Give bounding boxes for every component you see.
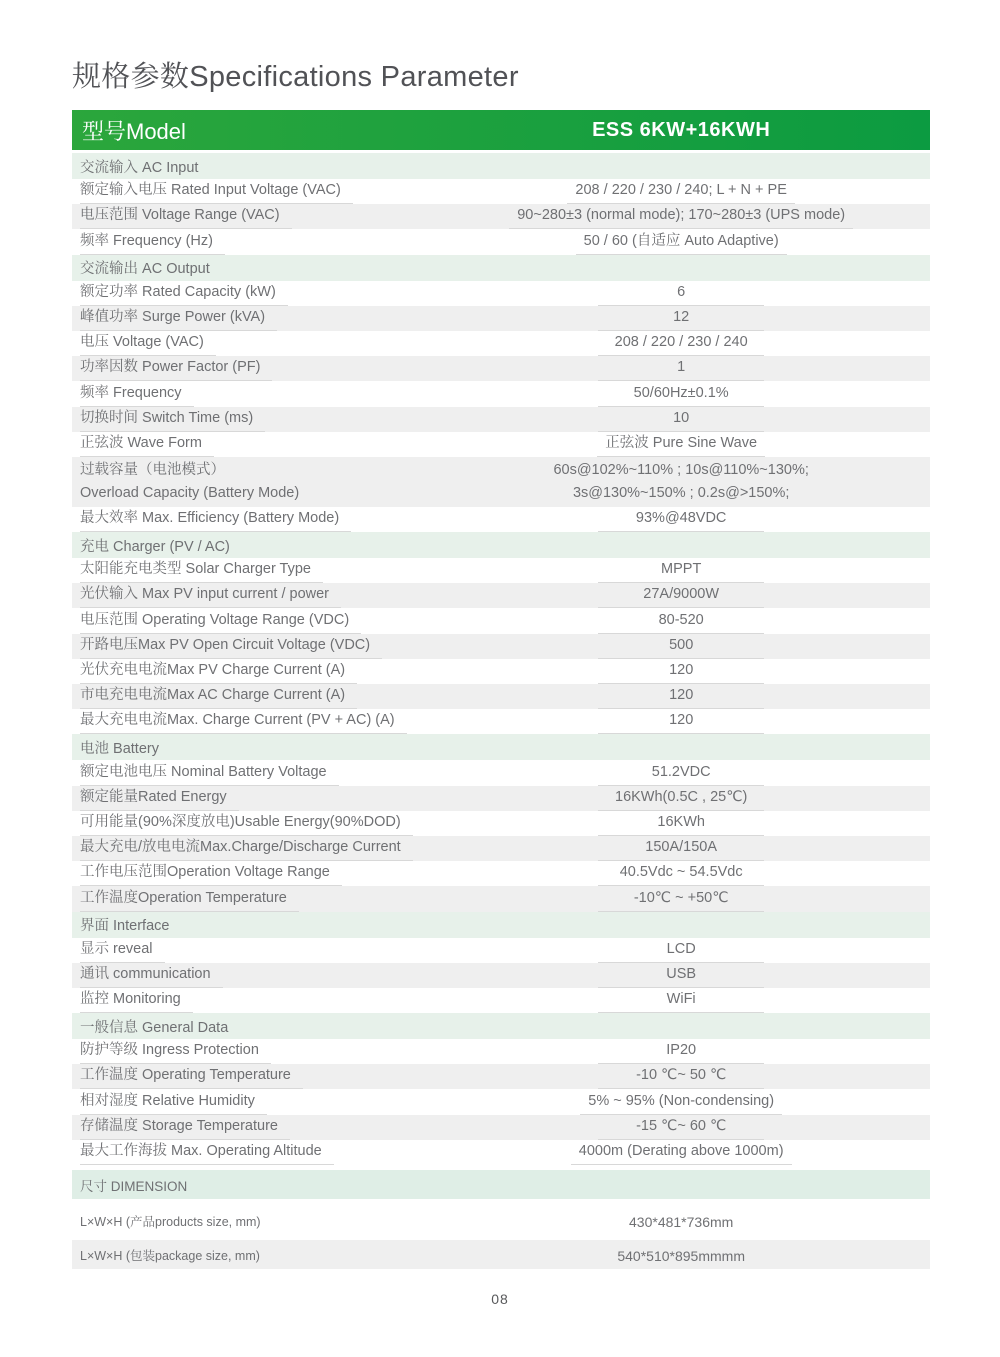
spec-value-cell xyxy=(432,281,930,306)
spec-row xyxy=(72,583,930,608)
spec-value: 540*510*895mmmm xyxy=(617,1248,745,1264)
spec-value-cell xyxy=(432,988,930,1013)
spec-row xyxy=(72,1115,930,1140)
spec-label-cell xyxy=(72,281,432,306)
spec-label-cell xyxy=(72,760,432,785)
spec-value: 27A/9000W xyxy=(598,585,764,608)
spec-row xyxy=(72,356,930,381)
spec-label-cell xyxy=(72,457,432,507)
spec-label-cell xyxy=(72,938,432,963)
spec-value-cell xyxy=(432,811,930,836)
spec-label-cell xyxy=(72,1089,432,1114)
spec-value: -10 ℃~ 50 ℃ xyxy=(598,1066,764,1089)
spec-value: IP20 xyxy=(598,1041,764,1064)
spec-table xyxy=(72,153,930,1269)
spec-row xyxy=(72,1064,930,1089)
spec-value: 10 xyxy=(598,409,764,432)
spec-label-cell xyxy=(72,407,432,432)
spec-value-cell xyxy=(432,229,930,254)
spec-value-cell xyxy=(432,204,930,229)
spec-label-cell xyxy=(72,1240,432,1269)
spec-label-cell xyxy=(72,659,432,684)
spec-label: 功率因数 Power Factor (PF) xyxy=(80,358,272,381)
spec-label: L×W×H (包装package size, mm) xyxy=(80,1249,260,1263)
spec-value: 16KWh xyxy=(598,813,764,836)
spec-label: 显示 reveal xyxy=(80,940,165,963)
spec-label: 正弦波 Wave Form xyxy=(80,434,214,457)
spec-label-cell xyxy=(72,861,432,886)
spec-row xyxy=(72,684,930,709)
spec-label: 额定能量Rated Energy xyxy=(80,788,239,811)
spec-row xyxy=(72,457,930,507)
spec-label: 监控 Monitoring xyxy=(80,990,193,1013)
spec-value-cell xyxy=(432,1115,930,1140)
spec-value: 51.2VDC xyxy=(598,763,764,786)
spec-label-cell xyxy=(72,1039,432,1064)
spec-label: 通讯 communication xyxy=(80,965,223,988)
spec-row xyxy=(72,786,930,811)
spec-value-cell xyxy=(432,760,930,785)
spec-value-cell xyxy=(432,1240,930,1269)
spec-row xyxy=(72,407,930,432)
spec-label-cell xyxy=(72,381,432,406)
spec-value: USB xyxy=(598,965,764,988)
spec-label-cell xyxy=(72,684,432,709)
spec-value-cell xyxy=(432,407,930,432)
spec-value: 120 xyxy=(598,661,764,684)
spec-label: 电压范围 Operating Voltage Range (VDC) xyxy=(80,611,361,634)
spec-label-cell xyxy=(72,836,432,861)
spec-value: 4000m (Derating above 1000m) xyxy=(571,1142,792,1165)
spec-value-cell xyxy=(432,786,930,811)
spec-value: 12 xyxy=(598,308,764,331)
spec-value-cell xyxy=(432,1206,930,1235)
spec-value-cell xyxy=(432,1089,930,1114)
spec-label-cell xyxy=(72,507,432,532)
spec-row xyxy=(72,709,930,734)
spec-row xyxy=(72,432,930,457)
spec-label-cell xyxy=(72,709,432,734)
spec-value-line2: 3s@130%~150% ; 0.2s@>150%; xyxy=(572,484,790,501)
spec-value-cell xyxy=(432,507,930,532)
spec-value-cell xyxy=(432,861,930,886)
spec-label: 过载容量（电池模式） xyxy=(80,461,225,478)
spec-label: 工作电压范围Operation Voltage Range xyxy=(80,863,342,886)
spec-label: 最大充电/放电电流Max.Charge/Discharge Current xyxy=(80,838,413,861)
model-header-label: 型号Model xyxy=(82,118,186,144)
spec-label-cell xyxy=(72,963,432,988)
spec-value-cell xyxy=(432,1140,930,1165)
spec-value: 208 / 220 / 230 / 240; L + N + PE xyxy=(567,181,794,204)
spec-row xyxy=(72,1039,930,1064)
spec-label-cell xyxy=(72,179,432,204)
spec-row xyxy=(72,1140,930,1165)
spec-value: 40.5Vdc ~ 54.5Vdc xyxy=(598,863,764,886)
section-header-row xyxy=(72,255,930,281)
spec-value: 150A/150A xyxy=(598,838,764,861)
spec-label: 额定功率 Rated Capacity (kW) xyxy=(80,283,288,306)
spec-row xyxy=(72,760,930,785)
spec-value: 正弦波 Pure Sine Wave xyxy=(597,434,765,457)
spec-value-cell xyxy=(432,457,930,507)
spec-row xyxy=(72,963,930,988)
spec-value-cell xyxy=(432,684,930,709)
spec-label: 可用能量(90%深度放电)Usable Energy(90%DOD) xyxy=(80,813,413,836)
spec-value-cell xyxy=(432,709,930,734)
spec-row xyxy=(72,331,930,356)
spec-row xyxy=(72,988,930,1013)
model-header-value: ESS 6KW+16KWH xyxy=(592,118,771,141)
spec-label: 防护等级 Ingress Protection xyxy=(80,1041,271,1064)
spec-value-cell xyxy=(432,938,930,963)
spec-label-cell xyxy=(72,608,432,633)
spec-row xyxy=(72,306,930,331)
spec-value-cell xyxy=(432,381,930,406)
spec-value: 5% ~ 95% (Non-condensing) xyxy=(580,1092,782,1115)
spec-value: 120 xyxy=(598,686,764,709)
spec-row xyxy=(72,558,930,583)
spec-value-cell xyxy=(432,306,930,331)
spec-label: 相对湿度 Relative Humidity xyxy=(80,1092,267,1115)
spec-label: 市电充电电流Max AC Charge Current (A) xyxy=(80,686,357,709)
spec-value: 1 xyxy=(598,358,764,381)
spec-row xyxy=(72,1089,930,1114)
spec-value-cell xyxy=(432,886,930,911)
spec-label: 电压范围 Voltage Range (VAC) xyxy=(80,206,292,229)
spec-row xyxy=(72,938,930,963)
spec-label-cell xyxy=(72,229,432,254)
spec-value-cell xyxy=(432,836,930,861)
spec-row xyxy=(72,507,930,532)
section-label: 电池 Battery xyxy=(80,740,159,757)
spec-value: 60s@102%~110% ; 10s@110%~130%; xyxy=(553,461,809,478)
spec-label: 最大工作海拔 Max. Operating Altitude xyxy=(80,1142,334,1165)
spec-row xyxy=(72,229,930,254)
spec-value: 500 xyxy=(598,636,764,659)
spec-label-cell xyxy=(72,558,432,583)
spec-label: 存储温度 Storage Temperature xyxy=(80,1117,290,1140)
spec-label: 峰值功率 Surge Power (kVA) xyxy=(80,308,277,331)
spec-value-cell xyxy=(432,963,930,988)
spec-row xyxy=(72,179,930,204)
spec-label: 频率 Frequency (Hz) xyxy=(80,232,225,255)
spec-label-cell xyxy=(72,331,432,356)
spec-value: 120 xyxy=(598,711,764,734)
spec-label: 电压 Voltage (VAC) xyxy=(80,333,216,356)
spec-label: 光伏充电电流Max PV Charge Current (A) xyxy=(80,661,357,684)
spec-label-cell xyxy=(72,811,432,836)
spec-value: LCD xyxy=(598,940,764,963)
model-header-bar xyxy=(72,110,930,150)
spec-row xyxy=(72,204,930,229)
spec-label-cell xyxy=(72,1206,432,1235)
spec-label-cell xyxy=(72,204,432,229)
spec-value-cell xyxy=(432,558,930,583)
spec-row xyxy=(72,281,930,306)
spec-value: 430*481*736mm xyxy=(629,1214,734,1230)
spec-value: 90~280±3 (normal mode); 170~280±3 (UPS mode) xyxy=(509,206,853,229)
spec-value: WiFi xyxy=(598,990,764,1013)
spec-value-cell xyxy=(432,1039,930,1064)
page-title: 规格参数Specifications Parameter xyxy=(72,61,519,93)
section-label: 充电 Charger (PV / AC) xyxy=(80,538,230,555)
spec-label: 工作温度 Operating Temperature xyxy=(80,1066,303,1089)
spec-value: -15 ℃~ 60 ℃ xyxy=(598,1117,764,1140)
section-label: 交流输出 AC Output xyxy=(80,261,210,278)
spec-label-line2: Overload Capacity (Battery Mode) xyxy=(80,484,300,501)
spec-row xyxy=(72,811,930,836)
spec-value-cell xyxy=(432,432,930,457)
spec-label: 工作温度Operation Temperature xyxy=(80,889,299,912)
spec-label: 频率 Frequency xyxy=(80,384,194,407)
spec-row xyxy=(72,1206,930,1235)
spec-row xyxy=(72,659,930,684)
spec-value: -10℃ ~ +50℃ xyxy=(598,889,764,912)
spec-value-cell xyxy=(432,179,930,204)
spec-value-cell xyxy=(432,583,930,608)
spec-label-cell xyxy=(72,432,432,457)
section-header-row xyxy=(72,532,930,558)
section-header-row xyxy=(72,1170,930,1199)
spec-row xyxy=(72,1240,930,1269)
spec-row xyxy=(72,886,930,911)
section-header-row xyxy=(72,734,930,760)
spec-label: 额定电池电压 Nominal Battery Voltage xyxy=(80,763,339,786)
page-content xyxy=(72,0,930,1274)
spec-label: 最大充电电流Max. Charge Current (PV + AC) (A) xyxy=(80,711,407,734)
spec-value-cell xyxy=(432,356,930,381)
spec-row xyxy=(72,634,930,659)
spec-label: 太阳能充电类型 Solar Charger Type xyxy=(80,560,323,583)
spec-row xyxy=(72,608,930,633)
spec-value-cell xyxy=(432,1064,930,1089)
spec-value-cell xyxy=(432,608,930,633)
spec-label: L×W×H (产品products size, mm) xyxy=(80,1215,261,1229)
spec-label: 额定输入电压 Rated Input Voltage (VAC) xyxy=(80,181,353,204)
spec-value-cell xyxy=(432,331,930,356)
spec-label-cell xyxy=(72,1115,432,1140)
section-label: 界面 Interface xyxy=(80,918,170,934)
spec-label-cell xyxy=(72,306,432,331)
spec-value-cell xyxy=(432,659,930,684)
spec-value: 80-520 xyxy=(598,611,764,634)
spec-label: 最大效率 Max. Efficiency (Battery Mode) xyxy=(80,509,351,532)
section-header-row xyxy=(72,153,930,179)
section-label: 交流输入 AC Input xyxy=(80,159,199,176)
spec-label: 开路电压Max PV Open Circuit Voltage (VDC) xyxy=(80,636,382,659)
spec-label-cell xyxy=(72,583,432,608)
spec-label-cell xyxy=(72,356,432,381)
spec-label: 光伏输入 Max PV input current / power xyxy=(80,585,341,608)
spec-value: 208 / 220 / 230 / 240 xyxy=(598,333,764,356)
spec-value: 50 / 60 (自适应 Auto Adaptive) xyxy=(576,232,787,255)
spec-label-cell xyxy=(72,1064,432,1089)
spec-label-cell xyxy=(72,634,432,659)
spec-label-cell xyxy=(72,886,432,911)
spec-row xyxy=(72,836,930,861)
section-header-row xyxy=(72,912,930,938)
section-label: 一般信息 General Data xyxy=(80,1019,229,1036)
spec-value: 93%@48VDC xyxy=(598,509,764,532)
spec-value: MPPT xyxy=(598,560,764,583)
spec-row xyxy=(72,861,930,886)
spec-label-cell xyxy=(72,786,432,811)
spec-label-cell xyxy=(72,988,432,1013)
footer-page-number: 08 xyxy=(491,1291,509,1307)
section-header-row xyxy=(72,1013,930,1039)
section-label: 尺寸 DIMENSION xyxy=(80,1178,188,1194)
spec-value-cell xyxy=(432,634,930,659)
spec-label-cell xyxy=(72,1140,432,1165)
spec-row xyxy=(72,381,930,406)
spec-value: 6 xyxy=(598,283,764,306)
spec-value: 50/60Hz±0.1% xyxy=(598,384,764,407)
spec-value: 16KWh(0.5C , 25℃) xyxy=(598,788,764,811)
spec-label: 切换时间 Switch Time (ms) xyxy=(80,409,265,432)
